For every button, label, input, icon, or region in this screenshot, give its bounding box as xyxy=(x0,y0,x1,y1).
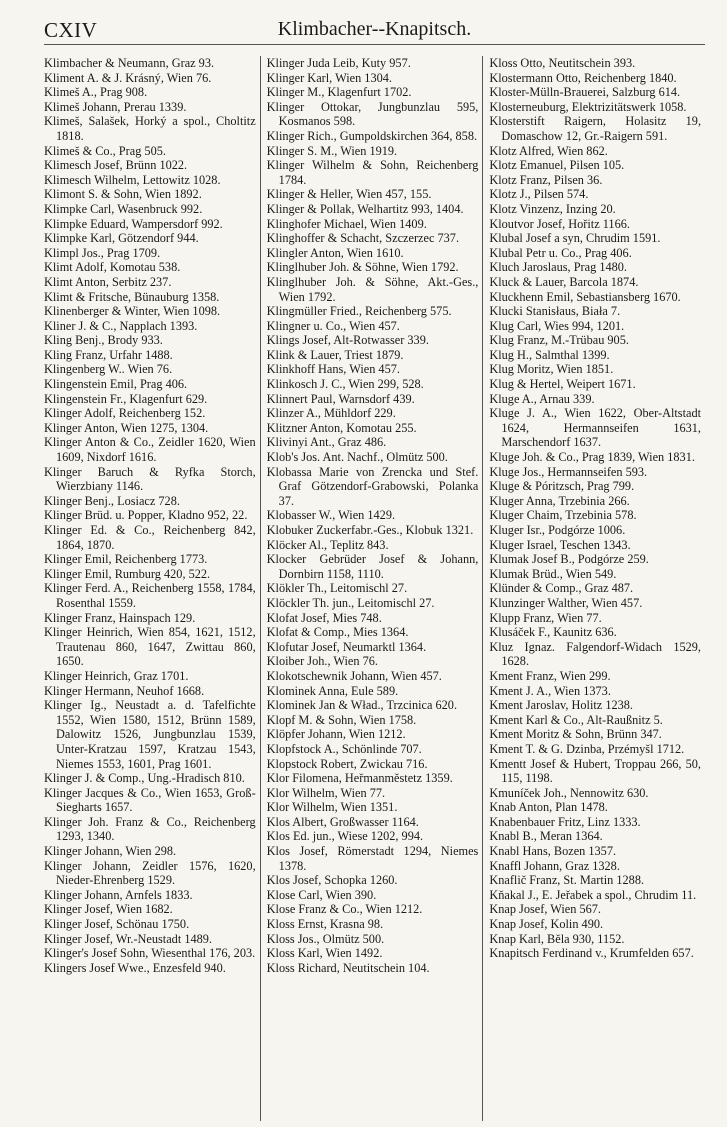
directory-entry: Klob's Jos. Ant. Nachf., Olmütz 500. xyxy=(266,450,448,465)
directory-entry: Klimpke Eduard, Wampersdorf 992. xyxy=(44,216,223,231)
directory-entry: Knap Karl, Běla 930, 1152. xyxy=(489,931,625,946)
directory-entry: Klinger Ed. & Co., Reichenberg 842, 1864, 1870. xyxy=(44,523,256,552)
directory-entry: Kment Karl & Co., Alt-Raußnitz 5. xyxy=(489,712,663,727)
directory-entry: Kloss Jos., Olmütz 500. xyxy=(266,931,385,946)
directory-entry: Klokotschewnik Johann, Wien 457. xyxy=(266,668,442,683)
directory-entry: Klor Filomena, Heřmanměstetz 1359. xyxy=(266,771,453,786)
directory-entry: Kluger Chaim, Trzebinia 578. xyxy=(489,508,637,523)
directory-entry: Klimt Adolf, Komotau 538. xyxy=(44,260,181,275)
column-right xyxy=(482,56,705,1121)
directory-entry: Klosterneuburg, Elektrizitätswerk 1058. xyxy=(489,99,687,114)
directory-entry: Klinger Johann, Zeidler 1576, 1620, Nieder-Ehrenberg 1529. xyxy=(44,858,256,888)
directory-entry: Kluger Isr., Podgórze 1006. xyxy=(489,523,626,537)
directory-entry: Klinger Josef, Wr.-Neustadt 1489. xyxy=(44,931,212,946)
directory-entry: Klos Ed. jun., Wiese 1202, 994. xyxy=(266,829,424,844)
directory-entry: Klos Josef, Schopka 1260. xyxy=(266,873,398,888)
directory-entry: Knap Josef, Kolin 490. xyxy=(489,917,604,932)
directory-entry: Klug H., Salmthal 1399. xyxy=(489,347,610,362)
directory-entry: Kment T. & G. Dzinba, Przémyšl 1712. xyxy=(489,741,685,756)
directory-entry: Klimpke Karl, Götzendorf 944. xyxy=(44,231,199,246)
directory-entry: Klofat & Comp., Mies 1364. xyxy=(266,625,409,640)
directory-entry: Klimbacher & Neumann, Graz 93. xyxy=(44,56,215,70)
directory-entry: Klumak Brüd., Wien 549. xyxy=(489,566,617,581)
directory-entry: Klobasser W., Wien 1429. xyxy=(266,508,396,523)
directory-entry: Klinger Rich., Gumpoldskirchen 364, 858. xyxy=(266,128,478,143)
directory-entry: Klug Franz, M.-Trübau 905. xyxy=(489,333,629,348)
directory-entry: Kliment A. & J. Krásný, Wien 76. xyxy=(44,70,212,85)
directory-entry: Klor Wilhelm, Wien 77. xyxy=(266,785,386,800)
directory-entry: Kluger Israel, Teschen 1343. xyxy=(489,537,631,552)
directory-entry: Klinglhuber Joh. & Söhne, Wien 1792. xyxy=(266,260,459,275)
directory-entry: Kluge J. A., Wien 1622, Ober-Altstadt 1624, Hermannseifen 1631, Marschendorf 1637. xyxy=(489,406,702,450)
directory-entry: Klopfstock A., Schönlinde 707. xyxy=(266,741,422,756)
directory-entry: Kling Franz, Urfahr 1488. xyxy=(44,347,173,362)
directory-entry: Klopf M. & Sohn, Wien 1758. xyxy=(266,712,417,727)
directory-entry: Klings Josef, Alt-Rotwasser 339. xyxy=(266,333,429,348)
directory-entry: Klimt & Fritsche, Bünauburg 1358. xyxy=(44,289,220,304)
directory-entry: Klimont S. & Sohn, Wien 1892. xyxy=(44,187,202,202)
directory-entry: Klinger Brüd. u. Popper, Kladno 952, 22. xyxy=(44,508,248,523)
directory-entry: Klinger M., Klagenfurt 1702. xyxy=(266,85,412,100)
directory-entry: Klubal Petr u. Co., Prag 406. xyxy=(489,245,632,260)
directory-entry: Kluckhenn Emil, Sebastiansberg 1670. xyxy=(489,289,681,304)
directory-entry: Klofat Josef, Mies 748. xyxy=(266,610,382,625)
directory-entry: Kment Franz, Wien 299. xyxy=(489,668,611,683)
directory-entry: Klinger Karl, Wien 1304. xyxy=(266,70,392,85)
directory-entry: Kliner J. & C., Napplach 1393. xyxy=(44,318,198,333)
directory-entry: Knaffl Johann, Graz 1328. xyxy=(489,858,620,873)
directory-entry: Klinger Emil, Rumburg 420, 522. xyxy=(44,566,211,581)
directory-entry: Kloss Ernst, Krasna 98. xyxy=(266,917,384,932)
directory-entry: Kment Jaroslav, Holitz 1238. xyxy=(489,698,634,713)
directory-entry: Kluge Joh. & Co., Prag 1839, Wien 1831. xyxy=(489,450,695,465)
directory-entry: Klingmüller Fried., Reichenberg 575. xyxy=(266,304,452,319)
directory-entry: Klimesch Josef, Brünn 1022. xyxy=(44,158,188,173)
directory-entry: Klubal Josef a syn, Chrudim 1591. xyxy=(489,231,661,246)
page-number: CXIV xyxy=(44,18,98,42)
directory-entry: Klusáček F., Kaunitz 636. xyxy=(489,625,617,640)
directory-entry: Klostermann Otto, Reichenberg 1840. xyxy=(489,70,677,85)
directory-entry: Klinger & Pollak, Welhartitz 993, 1404. xyxy=(266,201,464,216)
directory-entry: Klöpfer Johann, Wien 1212. xyxy=(266,727,406,742)
directory-entry: Klinger Benj., Losiacz 728. xyxy=(44,493,180,508)
directory-entry: Klinger Johann, Arnfels 1833. xyxy=(44,887,193,902)
directory-entry: Kluck & Lauer, Barcola 1874. xyxy=(489,274,639,289)
directory-entry: Klos Albert, Großwasser 1164. xyxy=(266,814,419,829)
directory-entry: Klinger J. & Comp., Ung.-Hradisch 810. xyxy=(44,771,245,786)
directory-entry: Kloiber Joh., Wien 76. xyxy=(266,654,378,669)
directory-entry: Klobuker Zuckerfabr.-Ges., Klobuk 1321. xyxy=(266,523,474,537)
directory-entry: Klinger Jacques & Co., Wien 1653, Groß-Siegharts 1657. xyxy=(44,785,256,815)
directory-entry: Klinger Adolf, Reichenberg 152. xyxy=(44,406,206,421)
column-left xyxy=(44,56,260,1121)
directory-entry: Knaflič Franz, St. Martin 1288. xyxy=(489,873,645,888)
directory-entry: Klinger Franz, Hainspach 129. xyxy=(44,610,196,625)
directory-entry: Klinglhuber Joh. & Söhne, Akt.-Ges., Wien 1792. xyxy=(266,274,479,304)
directory-entry: Klominek Jan & Wład., Trzcinica 620. xyxy=(266,698,458,713)
directory-entry: Kloss Richard, Neutitschein 104. xyxy=(266,960,430,975)
directory-entry: Klug & Hertel, Weipert 1671. xyxy=(489,377,636,392)
directory-entry: Klinger Johann, Wien 298. xyxy=(44,844,177,859)
directory-entry: Klünder & Comp., Graz 487. xyxy=(489,581,634,596)
directory-entry: Kmentt Josef & Hubert, Troppau 266, 50, 115, 1198. xyxy=(489,756,702,786)
directory-entry: Klotz Emanuel, Pilsen 105. xyxy=(489,158,625,173)
directory-entry: Klinger Ig., Neustadt a. d. Tafelfichte 1552, Wien 1580, 1512, Brünn 1589, Dalowitz 1526, Jungbunzlau 1539, Unter-Kratzau 1597, Kratzau 1543, Niemes 1553, 1601, Prag 1601. xyxy=(44,698,256,771)
directory-entry: Kluge & Póritzsch, Prag 799. xyxy=(489,479,635,494)
directory-entry: Klug Carl, Wies 994, 1201. xyxy=(489,318,625,333)
directory-entry: Klinger Anton, Wien 1275, 1304. xyxy=(44,420,209,435)
directory-entry: Klinger Josef, Wien 1682. xyxy=(44,902,173,917)
directory-entry: Knab Anton, Plan 1478. xyxy=(489,800,608,815)
directory-entry: Klingenstein Emil, Prag 406. xyxy=(44,377,188,392)
directory-entry: Klug Moritz, Wien 1851. xyxy=(489,362,614,377)
directory-entry: Klimpl Jos., Prag 1709. xyxy=(44,245,161,260)
directory-entry: Klinghoffer & Schacht, Szczerzec 737. xyxy=(266,231,460,246)
entry-columns xyxy=(44,56,705,1121)
directory-entry: Klimeš, Salašek, Horký a spol., Choltitz 1818. xyxy=(44,114,256,143)
directory-entry: Klopstock Robert, Zwickau 716. xyxy=(266,756,428,771)
directory-entry: Klucki Stanisłaus, Biała 7. xyxy=(489,304,621,319)
directory-entry: Klor Wilhelm, Wien 1351. xyxy=(266,800,398,815)
directory-entry: Klocker Gebrüder Josef & Johann, Dornbirn 1158, 1110. xyxy=(266,552,479,581)
directory-entry: Kment J. A., Wien 1373. xyxy=(489,683,611,698)
directory-entry: Knapitsch Ferdinand v., Krumfelden 657. xyxy=(489,946,694,961)
directory-entry: Klinger Heinrich, Graz 1701. xyxy=(44,668,189,683)
directory-entry: Klinger Joh. Franz & Co., Reichenberg 1293, 1340. xyxy=(44,814,256,844)
directory-entry: Klinger S. M., Wien 1919. xyxy=(266,143,398,158)
directory-entry: Klingler Anton, Wien 1610. xyxy=(266,245,404,260)
directory-entry: Klinger Juda Leib, Kuty 957. xyxy=(266,56,411,70)
directory-entry: Kmuníček Joh., Nennowitz 630. xyxy=(489,785,649,800)
directory-entry: Klunzinger Walther, Wien 457. xyxy=(489,595,643,610)
directory-entry: Klink & Lauer, Triest 1879. xyxy=(266,347,404,362)
directory-entry: Klinger Heinrich, Wien 854, 1621, 1512, Trautenau 860, 1647, Zwittau 860, 1650. xyxy=(44,625,256,669)
directory-entry: Klupp Franz, Wien 77. xyxy=(489,610,602,625)
directory-entry: Klöcker Al., Teplitz 843. xyxy=(266,537,389,552)
directory-entry: Klimeš Johann, Prerau 1339. xyxy=(44,99,187,114)
directory-entry: Klimesch Wilhelm, Lettowitz 1028. xyxy=(44,172,221,187)
directory-entry: Kloster-Mülln-Brauerei, Salzburg 614. xyxy=(489,85,681,100)
directory-entry: Kloutvor Josef, Hořitz 1166. xyxy=(489,216,630,231)
directory-entry: Klimt Anton, Serbitz 237. xyxy=(44,274,172,289)
directory-entry: Klinger Ferd. A., Reichenberg 1558, 1784, Rosenthal 1559. xyxy=(44,581,256,610)
directory-entry: Knap Josef, Wien 567. xyxy=(489,902,601,917)
directory-entry: Klominek Anna, Eule 589. xyxy=(266,683,399,698)
directory-entry: Klotz Alfred, Wien 862. xyxy=(489,143,608,158)
directory-entry: Klökler Th., Leitomischl 27. xyxy=(266,581,408,596)
directory-entry: Klingner u. Co., Wien 457. xyxy=(266,318,400,333)
directory-entry: Klinenberger & Winter, Wien 1098. xyxy=(44,304,221,319)
directory-entry: Klinger Ottokar, Jungbunzlau 595, Kosmanos 598. xyxy=(266,99,479,129)
directory-entry: Klinger & Heller, Wien 457, 155. xyxy=(266,187,432,202)
directory-entry: Kňakal J., E. Jeřabek a spol., Chrudim 11. xyxy=(489,887,697,902)
directory-entry: Klotz Franz, Pilsen 36. xyxy=(489,172,603,187)
directory-entry: Klimeš & Co., Prag 505. xyxy=(44,143,166,158)
directory-entry: Klos Josef, Römerstadt 1294, Niemes 1378. xyxy=(266,844,479,873)
directory-entry: Klinnert Paul, Warnsdorf 439. xyxy=(266,391,415,406)
directory-entry: Kloss Otto, Neutitschein 393. xyxy=(489,56,636,70)
directory-entry: Klinger Emil, Reichenberg 1773. xyxy=(44,552,208,567)
directory-entry: Klotz Vinzenz, Inzing 20. xyxy=(489,201,616,216)
directory-entry: Klinger Wilhelm & Sohn, Reichenberg 1784. xyxy=(266,158,479,187)
directory-entry: Knabl B., Meran 1364. xyxy=(489,829,603,844)
directory-entry: Klinkosch J. C., Wien 299, 528. xyxy=(266,377,424,392)
directory-entry: Kluz Ignaz. Falgendorf-Widach 1529, 1628. xyxy=(489,639,702,669)
column-middle xyxy=(260,56,483,1121)
directory-entry: Klöckler Th. jun., Leitomischl 27. xyxy=(266,595,435,610)
directory-entry: Klimeš A., Prag 908. xyxy=(44,85,148,100)
directory-entry: Kluge A., Arnau 339. xyxy=(489,391,595,406)
directory-entry: Kling Benj., Brody 933. xyxy=(44,333,163,348)
directory-entry: Klofutar Josef, Neumarktl 1364. xyxy=(266,639,427,654)
directory-entry: Klingenstein Fr., Klagenfurt 629. xyxy=(44,391,208,406)
directory-entry: Klinghofer Michael, Wien 1409. xyxy=(266,216,427,231)
directory-entry: Kluger Anna, Trzebinia 266. xyxy=(489,493,630,508)
directory-entry: Knabenbauer Fritz, Linz 1333. xyxy=(489,814,641,829)
directory-entry: Klinger Hermann, Neuhof 1668. xyxy=(44,683,205,698)
directory-entry: Klimpke Carl, Wasenbruck 992. xyxy=(44,201,203,216)
directory-entry: Klivinyi Ant., Graz 486. xyxy=(266,435,387,450)
directory-entry: Klose Franz & Co., Wien 1212. xyxy=(266,902,423,917)
directory-entry: Klinzer A., Mühldorf 229. xyxy=(266,406,396,421)
directory-entry: Kment Moritz & Sohn, Brünn 347. xyxy=(489,727,662,742)
directory-entry: Klotz J., Pilsen 574. xyxy=(489,187,589,202)
directory-entry: Klinger Josef, Schönau 1750. xyxy=(44,917,190,932)
directory-entry: Kloss Karl, Wien 1492. xyxy=(266,946,383,961)
directory-entry: Klinkhoff Hans, Wien 457. xyxy=(266,362,400,377)
directory-entry: Klinger Baruch & Ryfka Storch, Wierzbiany 1146. xyxy=(44,464,256,494)
page-title: Klimbacher--Knapitsch. xyxy=(277,18,472,40)
directory-entry: Kluch Jaroslaus, Prag 1480. xyxy=(489,260,627,275)
directory-entry: Klingenberg W.. Wien 76. xyxy=(44,362,173,377)
directory-entry: Klobassa Marie von Zrencka und Stef. Graf Götzendorf-Grabowski, Polanka 37. xyxy=(266,464,479,508)
directory-entry: Klumak Josef B., Podgórze 259. xyxy=(489,552,649,567)
directory-entry: Kluge Jos., Hermannseifen 593. xyxy=(489,464,648,479)
directory-entry: Klingers Josef Wwe., Enzesfeld 940. xyxy=(44,960,226,975)
directory-entry: Knabl Hans, Bozen 1357. xyxy=(489,844,617,859)
directory-entry: Klinger's Josef Sohn, Wiesenthal 176, 203. xyxy=(44,946,256,961)
page-header xyxy=(44,18,705,45)
directory-entry: Klosterstift Raigern, Holasitz 19, Domaschow 12, Gr.-Raigern 591. xyxy=(489,114,702,143)
directory-entry: Klose Carl, Wien 390. xyxy=(266,887,377,902)
directory-entry: Klitzner Anton, Komotau 255. xyxy=(266,420,417,435)
directory-entry: Klinger Anton & Co., Zeidler 1620, Wien 1609, Nixdorf 1616. xyxy=(44,435,256,465)
